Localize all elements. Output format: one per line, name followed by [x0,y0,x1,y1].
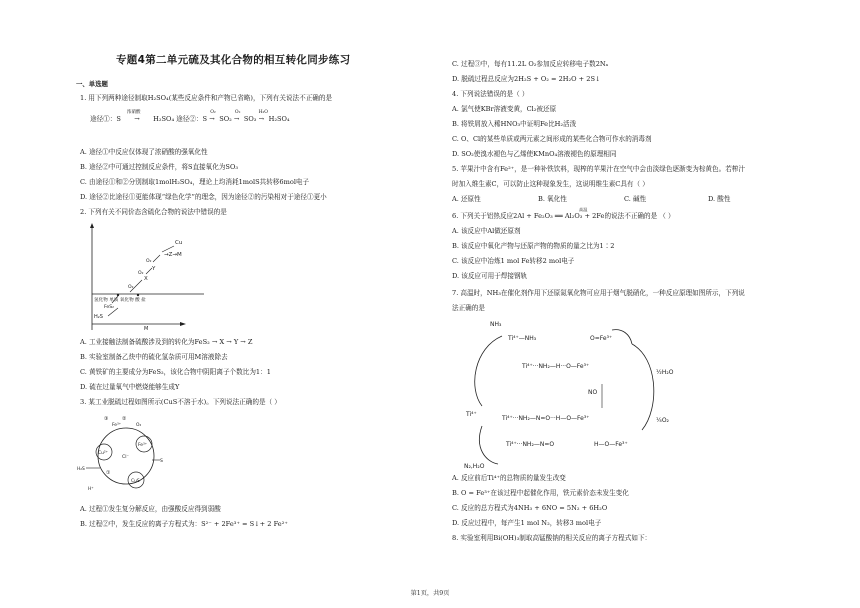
q6-option-a[interactable]: A. 该反应中Al做还原剂 [452,227,521,235]
q7-option-d[interactable]: D. 反应过程中，每产生1 mol N₂，转移3 mol电子 [452,519,602,527]
q3-option-a[interactable]: A. 过程①发生复分解反应，由强酸反应得到弱酸 [80,505,221,513]
q2-x-label: X [144,276,148,282]
q3-cu-ion: Cu²⁺ [98,451,108,456]
q3-fe-top: Fe³⁺ [112,423,122,428]
q1-routes: 途径①：S 浓硝酸 → H₂SO₄ 途径②：S O₂ → SO₂ O₂ → SO₃ H₂O → H₂SO₄ [90,110,290,123]
q5-option-d[interactable]: D. 酸性 [708,195,731,203]
q4-option-d[interactable]: D. SO₂使溴水褪色与乙烯使KMnO₄溶液褪色的原理相同 [452,150,617,158]
q6-option-c[interactable]: C. 该反应中冶炼1 mol Fe转移2 mol电子 [452,257,575,265]
q2-m-label: M [144,326,149,332]
q2-valence-figure [82,222,212,332]
q4-option-b[interactable]: B. 将铁屑放入稀HNO₃中证明Fe比H₂活泼 [452,120,577,128]
q7-option-b[interactable]: B. O = Fe³⁺在该过程中起催化作用，铁元素价态未发生变化 [452,489,629,497]
q7-row4b: H—O—Fe³⁺ [594,441,628,448]
q1-reagent-2c: H₂O [258,110,268,115]
q3-h-plus: H⁺ [88,487,94,492]
q3-option-c[interactable]: C. 过程③中，每有11.2L O₂参加反应转移电子数2Nₐ [452,60,609,68]
q4-option-a[interactable]: A. 氯气使KBr溶液变黄，Cl₂被还原 [452,105,557,113]
q7-row1b: O=Fe³⁺ [590,335,613,342]
page-footer: 第1页，共9页 [410,590,450,597]
q6-condition: 高温 [579,207,588,212]
q3-step-1: ① [106,470,111,476]
q4-option-c[interactable]: C. O、Cl的某些单质或两元素之间形成的某些化合物可作水的消毒剂 [452,135,652,143]
q3-cl: Cl⁻ [122,455,129,460]
q8-stem: 8. 实验室利用Bi(OH)₃制取高锰酸钠的相关反应的离子方程式如下： [452,534,652,542]
q7-option-a[interactable]: A. 反应前后Ti⁴⁺的总物质的量发生改变 [452,474,566,482]
q3-fe-right: Fe³⁺ [138,443,148,448]
q5-stem-line2: 时加入维生素C，可以防止这种现象发生，这说明维生素C具有（ ） [452,180,649,188]
q7-no: NO [588,389,598,396]
q2-option-c[interactable]: C. 黄铁矿的主要成分为FeS₂，该化合物中阴阳离子个数比为1：1 [80,368,271,376]
q5-stem-line1: 5. 苹果汁中含有Fe²⁺，是一种补铁饮料，现榨的苹果汁在空气中会由淡绿色逐渐变为棕黄色。若榨汁 [452,165,745,173]
q7-nh3: NH₃ [490,321,502,328]
q2-option-b[interactable]: B. 实验室制备乙炔中的硫化氢杂质可用M溶液除去 [80,353,228,361]
q5-option-c[interactable]: C. 碱性 [624,195,647,203]
q7-mechanism-figure [462,318,682,470]
q7-ti-left: Ti⁴⁺ [466,411,477,418]
q6-stem: 6. 下列关于铝热反应2Al + Fe₂O₃ ══ Al₂O₃ + 2Fe的说法不正确的是 （ ） [452,212,675,220]
q5-option-a[interactable]: A. 还原性 [452,195,481,203]
q7-row2: Ti⁴⁺···NH₂—H···O—Fe³⁺ [522,363,590,370]
q6-option-b[interactable]: B. 该反应中氧化产物与还原产物的物质的量之比为1∶2 [452,242,615,250]
q2-option-d[interactable]: D. 硫在过量氧气中燃烧能够生成Y [80,383,180,391]
section-heading: 一、单选题 [76,80,108,88]
q1-option-c[interactable]: C. 由途径①和②分别制取1molH₂SO₄，理论上均消耗1molS共转移6mol电子 [80,178,310,186]
q2-h2s-label: H₂S [94,314,103,320]
q2-fes2-label: FeS₂ [104,305,114,310]
q2-cu-label: Cu [175,240,183,246]
q1-option-a[interactable]: A. 途径①中反应仅体现了浓硝酸的强氧化性 [80,148,208,156]
q3-o2-top: O₂ [136,423,142,428]
q1-stem: 1. 用下列两种途径制取H₂SO₄(某些反应条件和产物已省略)，下列有关说法不正确的是 [80,94,333,102]
q4-stem: 4. 下列说法错误的是（ ） [452,90,529,98]
q2-o2-y-label: O₂ [146,259,152,264]
q7-row4: Ti⁴⁺···NH₂—N=O [506,441,555,448]
q7-n2h2o: N₂,H₂O [464,463,485,470]
q7-option-c[interactable]: C. 反应的总方程式为4NH₃ + 6NO = 5N₂ + 6H₂O [452,504,608,512]
q3-h2s: H₂S [77,467,85,472]
q3-cus: CuS [131,479,140,484]
page-title: 专题4第二单元硫及其化合物的相互转化同步练习 [116,54,351,66]
q5-option-b[interactable]: B. 氧化性 [538,195,567,203]
q3-s: S [160,459,163,464]
q7-stem-line2: 法正确的是 [452,304,485,312]
q7-row3: Ti⁴⁺···NH₂—N=O···H—O—Fe³⁺ [502,415,590,422]
q3-desulfurization-figure [76,412,176,500]
q3-option-b[interactable]: B. 过程②中，发生反应的离子方程式为：S²⁻ + 2Fe³⁺ = S↓+ 2 Fe²⁺ [80,520,288,528]
q2-zm-label: →Z→M [164,252,182,258]
q7-half-h2o: ½H₂O [656,369,674,376]
q1-reagent-2a: O₂ [210,110,216,115]
q7-stem-line1: 7. 高温时，NH₃在催化剂作用下还原氮氧化物可应用于烟气脱硝化，一种反应原理如图所示，下列说 [452,289,745,297]
q1-option-b[interactable]: B. 途径②中可通过控制反应条件，将S直接氧化为SO₃ [80,163,238,171]
q2-o2-s-label: O₂ [128,285,134,290]
q2-row-labels: 氢化物 单质 氧化物 酸 盐 [94,298,146,303]
q2-stem: 2. 下列有关不同价态含硫化合物的说法中错误的是 [80,208,227,216]
q2-option-a[interactable]: A. 工业接触法制备硫酸涉及到的转化为FeS₂ → X → Y → Z [80,338,253,346]
q7-row1: Ti⁴⁺—NH₃ [508,335,537,342]
q3-step-3: ③ [104,416,109,422]
q7-quarter-o2: ¼O₂ [656,417,669,424]
q2-o2-x-label: O₂ [138,271,144,276]
q3-step-2: ② [122,416,127,422]
q6-option-d[interactable]: D. 该反应可用于焊接钢轨 [452,272,528,280]
q1-option-d[interactable]: D. 途径②比途径①更能体现“绿色化学”的理念，因为途径②的污染相对于途径①更小 [80,193,327,201]
q2-y-label: Y [152,266,156,272]
q1-reagent-2b: O₂ [234,110,241,115]
q3-stem: 3. 某工业脱硫过程如图所示(CuS不溶于水)。下列说法正确的是（ ） [80,398,281,406]
q1-reagent-1: 浓硝酸 [127,110,141,115]
q3-option-d[interactable]: D. 脱硫过程总反应为2H₂S + O₂ = 2H₂O + 2S↓ [452,75,601,83]
